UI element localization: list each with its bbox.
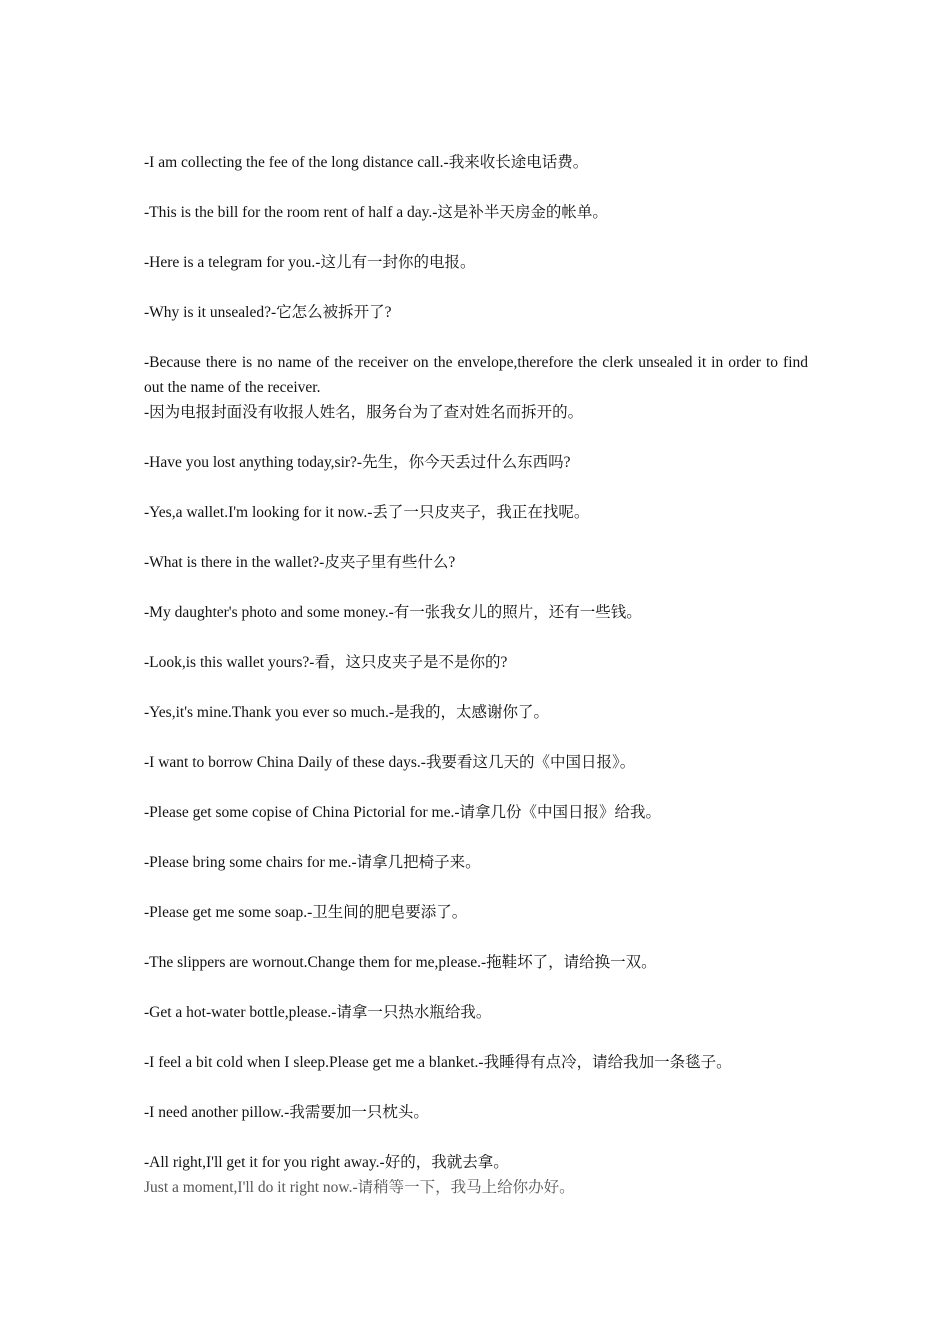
dialogue-text: -The slippers are wornout.Change them for me,please.-拖鞋坏了，请给换一双。 (144, 954, 657, 971)
dialogue-line (144, 1050, 808, 1075)
dialogue-line (144, 600, 808, 625)
dialogue-text: -Look,is this wallet yours?-看，这只皮夹子是不是你的? (144, 654, 508, 671)
dialogue-translation: -因为电报封面没有收报人姓名，服务台为了查对姓名而拆开的。 (144, 404, 584, 421)
dialogue-text: -All right,I'll get it for you right away.-好的，我就去拿。 (144, 1154, 509, 1171)
dialogue-text: -Have you lost anything today,sir?-先生，你今天丢过什么东西吗? (144, 454, 571, 471)
dialogue-text: -This is the bill for the room rent of half a day.-这是补半天房金的帐单。 (144, 204, 608, 221)
dialogue-line (144, 650, 808, 675)
dialogue-text: -Please get me some soap.-卫生间的肥皂要添了。 (144, 904, 468, 921)
dialogue-text: -Here is a telegram for you.-这儿有一封你的电报。 (144, 254, 476, 271)
dialogue-line (144, 950, 808, 975)
dialogue-text: -My daughter's photo and some money.-有一张我女儿的照片，还有一些钱。 (144, 604, 642, 621)
document-body (144, 150, 808, 1200)
dialogue-line (144, 1100, 808, 1125)
dialogue-text: -Please get some copise of China Pictorial for me.-请拿几份《中国日报》给我。 (144, 804, 662, 821)
dialogue-text: -I feel a bit cold when I sleep.Please get me a blanket.-我睡得有点冷，请给我加一条毯子。 (144, 1054, 732, 1071)
dialogue-text: -Yes,it's mine.Thank you ever so much.-是我的，太感谢你了。 (144, 704, 550, 721)
dialogue-line (144, 900, 808, 925)
dialogue-line (144, 1000, 808, 1025)
dialogue-text: -Because there is no name of the receiver on the envelope,therefore the clerk unsealed it in order to find out the name of the receiver. (144, 354, 808, 396)
dialogue-line (144, 150, 808, 175)
dialogue-line (144, 550, 808, 575)
dialogue-text: -Please bring some chairs for me.-请拿几把椅子来。 (144, 854, 481, 871)
dialogue-line (144, 450, 808, 475)
dialogue-text: Just a moment,I'll do it right now.-请稍等一下，我马上给你办好。 (144, 1179, 575, 1196)
dialogue-line (144, 250, 808, 275)
dialogue-text: -Get a hot-water bottle,please.-请拿一只热水瓶给我。 (144, 1004, 492, 1021)
dialogue-text: -Why is it unsealed?-它怎么被拆开了? (144, 304, 392, 321)
dialogue-text: -Yes,a wallet.I'm looking for it now.-丢了一只皮夹子，我正在找呢。 (144, 504, 590, 521)
dialogue-line (144, 1150, 808, 1200)
dialogue-text: -I am collecting the fee of the long distance call.-我来收长途电话费。 (144, 154, 589, 171)
dialogue-line (144, 850, 808, 875)
dialogue-line (144, 500, 808, 525)
dialogue-text: -What is there in the wallet?-皮夹子里有些什么? (144, 554, 456, 571)
dialogue-line (144, 200, 808, 225)
dialogue-line (144, 750, 808, 775)
dialogue-line (144, 700, 808, 725)
dialogue-line (144, 300, 808, 325)
dialogue-text: -I need another pillow.-我需要加一只枕头。 (144, 1104, 429, 1121)
dialogue-text: -I want to borrow China Daily of these days.-我要看这几天的《中国日报》。 (144, 754, 636, 771)
dialogue-line (144, 800, 808, 825)
dialogue-line (144, 350, 808, 425)
